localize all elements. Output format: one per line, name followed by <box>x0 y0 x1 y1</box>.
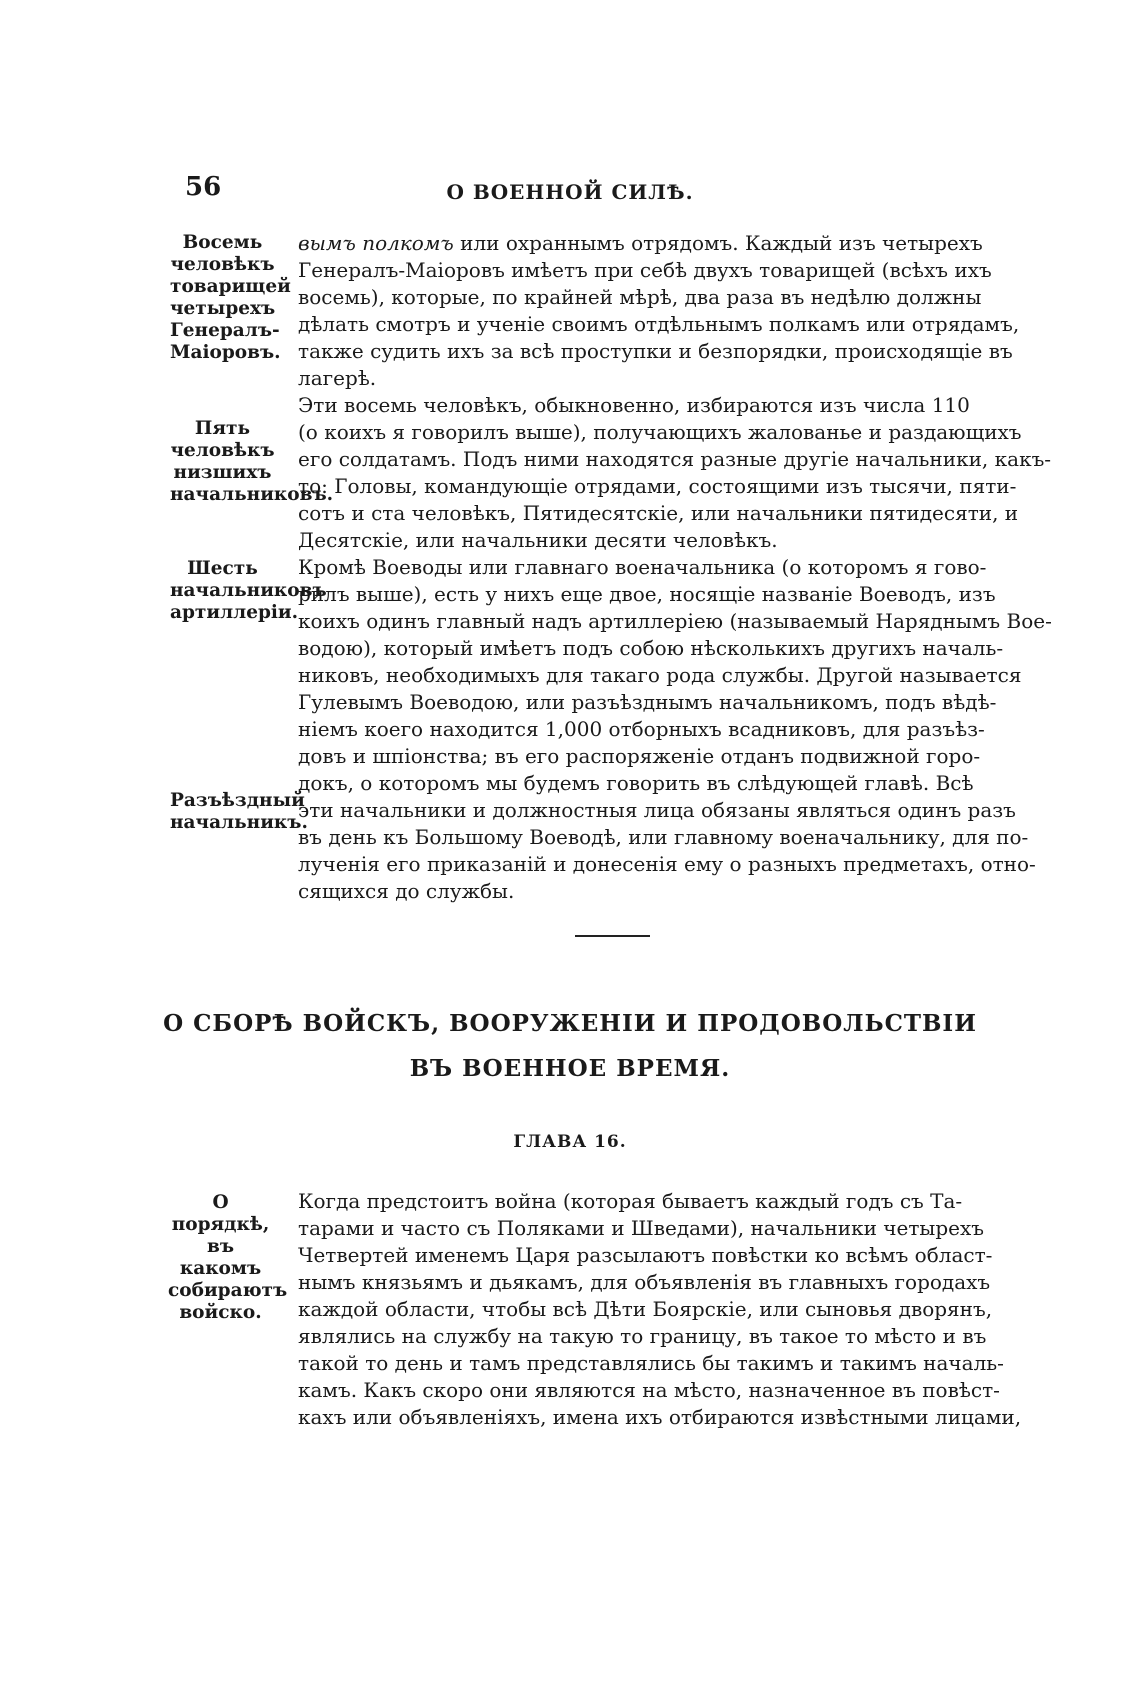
chapter-number: ГЛАВА 16. <box>513 1132 627 1152</box>
chapter-title-line-1: О СБОРѢ ВОЙСКЪ, ВООРУЖЕНІИ И ПРОДОВОЛЬСТВІИ <box>163 1010 977 1037</box>
body-line: такой то день и тамъ представлялись бы такимъ и такимъ началь- <box>298 1351 1004 1375</box>
margin-note-5: О порядкѣ, въ какомъ собираютъ войско. <box>168 1192 288 1323</box>
body-line: тарами и часто съ Поляками и Шведами), начальники четырехъ <box>298 1216 984 1240</box>
margin-note-3: Шесть начальниковъ артиллеріи. <box>170 558 327 623</box>
body-line: кахъ или объявленіяхъ, имена ихъ отбираются извѣстными лицами, <box>298 1405 1022 1429</box>
body-line: Когда предстоитъ война (которая бываетъ каждый годъ съ Та- <box>298 1189 963 1213</box>
body-line: рилъ выше), есть у нихъ еще двое, носящіе названіе Воеводъ, изъ <box>298 582 996 606</box>
body-line: Кромѣ Воеводы или главнаго военачальника (о которомъ я гово- <box>298 555 987 579</box>
page-number: 56 <box>185 172 222 202</box>
body-line: дѣлать смотръ и ученіе своимъ отдѣльнымъ полкамъ или отрядамъ, <box>298 312 1020 336</box>
body-line: являлись на службу на такую то границу, въ такое то мѣсто и въ <box>298 1324 987 1348</box>
chapter-title-line-2: ВЪ ВОЕННОЕ ВРЕМЯ. <box>409 1055 731 1082</box>
body-line: Генералъ-Маіоровъ имѣетъ при себѣ двухъ товарищей (всѣхъ ихъ <box>298 258 992 282</box>
body-line: то: Головы, командующіе отрядами, состоящими изъ тысячи, пяти- <box>298 474 1017 498</box>
body-line: ніемъ коего находится 1,000 отборныхъ всадниковъ, для разъѣз- <box>298 717 985 741</box>
body-line: докъ, о которомъ мы будемъ говорить въ слѣдующей главѣ. Всѣ <box>298 771 974 795</box>
body-line: сящихся до службы. <box>298 879 515 903</box>
body-line: сотъ и ста человѣкъ, Пятидесятскіе, или начальники пятидесяти, и <box>298 501 1019 525</box>
body-line: Гулевымъ Воеводою, или разъѣзднымъ начальникомъ, подъ вѣдѣ- <box>298 690 997 714</box>
body-line: лученія его приказаній и донесенія ему о разныхъ предметахъ, отно- <box>298 852 1036 876</box>
body-line: его солдатамъ. Подъ ними находятся разные другіе начальники, какъ- <box>298 447 1052 471</box>
body-line: Десятскіе, или начальники десяти человѣкъ. <box>298 528 778 552</box>
margin-note-4: Разъѣздный начальникъ. <box>170 790 308 833</box>
body-line: никовъ, необходимыхъ для такаго рода службы. Другой называется <box>298 663 1022 687</box>
running-title: О ВОЕННОЙ СИЛѢ. <box>446 180 694 204</box>
body-line: каждой области, чтобы всѣ Дѣти Боярскіе, или сыновья дворянъ, <box>298 1297 993 1321</box>
body-line: также судить ихъ за всѣ проступки и безпорядки, происходящіе въ <box>298 339 1013 363</box>
body-line: довъ и шпіонства; въ его распоряженіе отданъ подвижной горо- <box>298 744 981 768</box>
section-separator <box>575 935 650 940</box>
body-line: лагерѣ. <box>298 366 377 390</box>
body-line: Четвертей именемъ Царя разсылаютъ повѣстки ко всѣмъ област- <box>298 1243 993 1267</box>
body-line: эти начальники и должностныя лица обязаны являться одинъ разъ <box>298 798 1016 822</box>
margin-note-1: Восемь человѣкъ товарищей четырехъ Генералъ-Маіоровъ. <box>170 232 291 363</box>
body-line: водою), который имѣетъ подъ собою нѣсколькихъ другихъ началь- <box>298 636 1004 660</box>
body-line: въ день къ Большому Воеводѣ, или главному военачальнику, для по- <box>298 825 1029 849</box>
body-line: Эти восемь человѣкъ, обыкновенно, избираются изъ числа 110 <box>298 393 970 417</box>
body-line: камъ. Какъ скоро они являются на мѣсто, назначенное въ повѣст- <box>298 1378 1000 1402</box>
body-line: нымъ князьямъ и дьякамъ, для объявленія въ главныхъ городахъ <box>298 1270 991 1294</box>
body-line: (о коихъ я говорилъ выше), получающихъ жалованье и раздающихъ <box>298 420 1022 444</box>
body-line: вымъ полкомъ или охраннымъ отрядомъ. Каждый изъ четырехъ <box>298 231 983 255</box>
body-line: коихъ одинъ главный надъ артиллеріею (называемый Наряднымъ Вое- <box>298 609 1052 633</box>
margin-note-2: Пять человѣкъ низшихъ начальниковъ. <box>170 418 334 505</box>
body-line: восемь), которые, по крайней мѣрѣ, два раза въ недѣлю должны <box>298 285 982 309</box>
